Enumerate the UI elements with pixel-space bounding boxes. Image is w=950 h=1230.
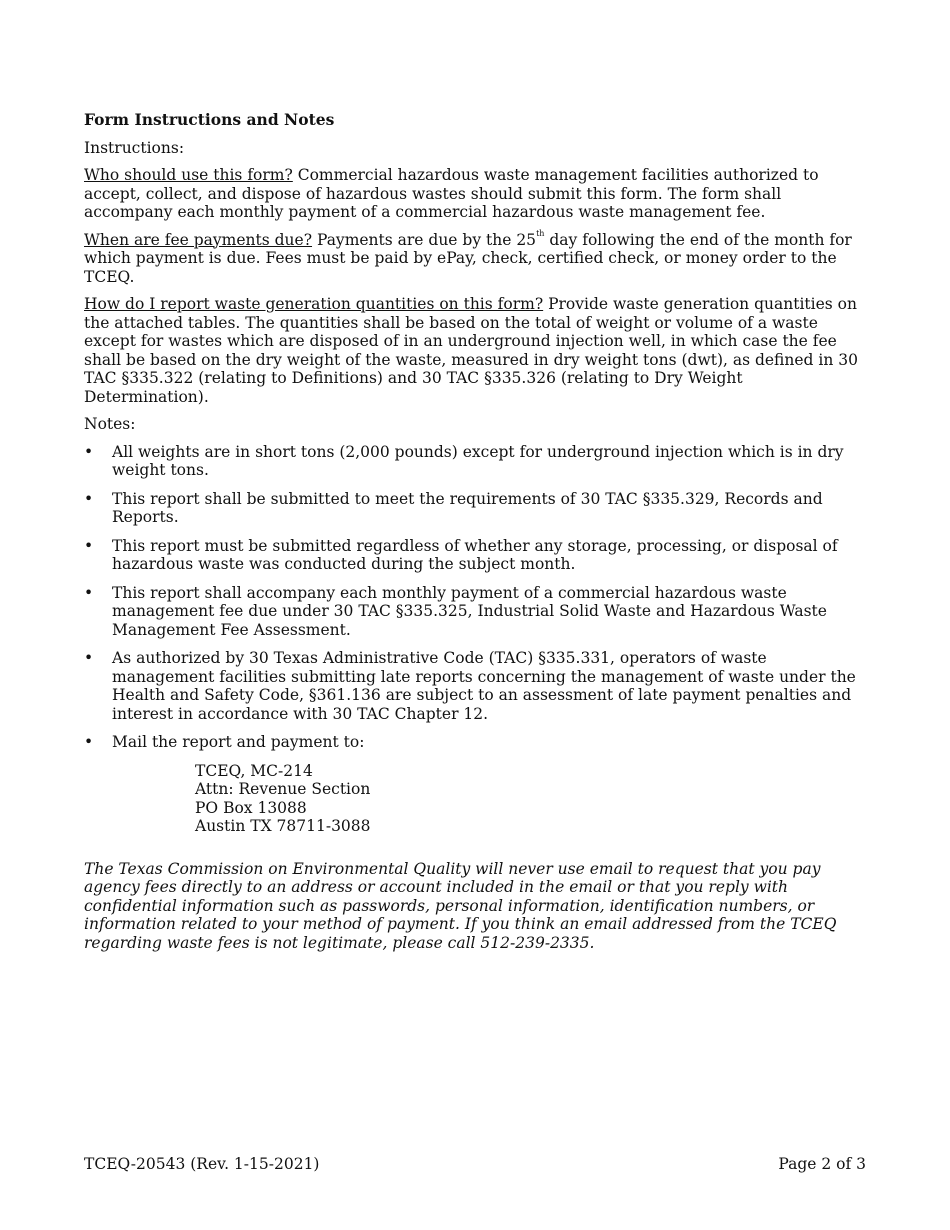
answer-when-part1: Payments are due by the 25 bbox=[312, 230, 537, 249]
notes-label: Notes: bbox=[84, 415, 136, 433]
instruction-who bbox=[84, 166, 870, 222]
ordinal-suffix: th bbox=[536, 229, 545, 239]
bullet: • bbox=[84, 649, 94, 667]
page-number: Page 2 of 3 bbox=[778, 1155, 866, 1173]
answer-how: Provide waste generation quantities on the attached tables. The quantities shall be based on the total of weight or volume of a waste except for wastes which are disposed of in an underground injection well, in which case the fee shall be based on the dry weight of the waste, measured in dry weight tons (dwt), as defined in 30 TAC §335.322 (relating to Definitions) and 30 TAC §335.326 (relating to Dry Weight Determination). bbox=[84, 295, 858, 406]
section-heading: Form Instructions and Notes bbox=[84, 110, 335, 129]
page-footer bbox=[84, 1155, 866, 1174]
note-text: This report shall accompany each monthly payment of a commercial hazardous waste management fee due under 30 TAC §335.325, Industrial Solid Waste and Hazardous Waste Management Fee Assessment. bbox=[112, 583, 827, 639]
bullet: • bbox=[84, 583, 94, 602]
question-when: When are fee payments due? bbox=[84, 230, 313, 249]
note-text: As authorized by 30 Texas Administrative Code (TAC) §335.331, operators of waste management facilities submitting late reports concerning the management of waste under the Health and Safety Code, §361.136 are subject to an assessment of late payment penalties and interest in accordance with 30 TAC Chapter 12. bbox=[112, 649, 856, 723]
instructions-label: Instructions: bbox=[84, 138, 185, 157]
note-text: This report shall be submitted to meet the requirements of 30 TAC §335.329, Records and Reports. bbox=[112, 489, 823, 526]
note-text: All weights are in short tons (2,000 pounds) except for underground injection which is in dry weight tons. bbox=[112, 442, 844, 479]
form-id: TCEQ-20543 (Rev. 1-15-2021) bbox=[84, 1155, 320, 1173]
address-line: PO Box 13088 bbox=[195, 798, 307, 817]
list-item bbox=[84, 537, 870, 574]
answer-who: Commercial hazardous waste management facilities authorized to accept, collect, and dispose of hazardous wastes should submit this form. The form shall accompany each monthly payment of a commercial hazardous waste management fee. bbox=[84, 166, 819, 221]
question-who: Who should use this form? bbox=[84, 166, 293, 184]
list-item bbox=[84, 649, 870, 723]
instruction-when bbox=[84, 231, 870, 287]
question-how: How do I report waste generation quantities on this form? bbox=[84, 295, 544, 313]
note-text: Mail the report and payment to: bbox=[112, 733, 365, 751]
mailing-address bbox=[195, 762, 870, 836]
address-line: TCEQ, MC-214 bbox=[195, 761, 313, 780]
notes-list bbox=[84, 443, 870, 752]
document-body bbox=[84, 111, 870, 952]
list-item bbox=[84, 584, 870, 640]
list-item bbox=[84, 443, 870, 480]
instruction-how bbox=[84, 295, 870, 406]
bullet: • bbox=[84, 733, 94, 751]
list-item bbox=[84, 490, 870, 527]
email-disclaimer: The Texas Commission on Environmental Quality will never use email to request that you pay agency fees directly to an address or account included in the email or that you reply with confidential information such as passwords, personal information, identification numbers, or information related to your method of payment. If you think an email addressed from the TCEQ regarding waste fees is not legitimate, please call 512-239-2335. bbox=[84, 859, 837, 952]
address-line: Austin TX 78711-3088 bbox=[195, 817, 371, 835]
note-text: This report must be submitted regardless of whether any storage, processing, or disposal of hazardous waste was conducted during the subject month. bbox=[112, 536, 838, 573]
list-item bbox=[84, 733, 870, 752]
bullet: • bbox=[84, 536, 94, 555]
address-line: Attn: Revenue Section bbox=[195, 780, 371, 798]
answer-when-part2: day following the end of the month for which payment is due. Fees must be paid by ePay, check, certified check, or money order to the TCEQ. bbox=[84, 230, 852, 286]
bullet: • bbox=[84, 442, 94, 461]
bullet: • bbox=[84, 489, 94, 508]
